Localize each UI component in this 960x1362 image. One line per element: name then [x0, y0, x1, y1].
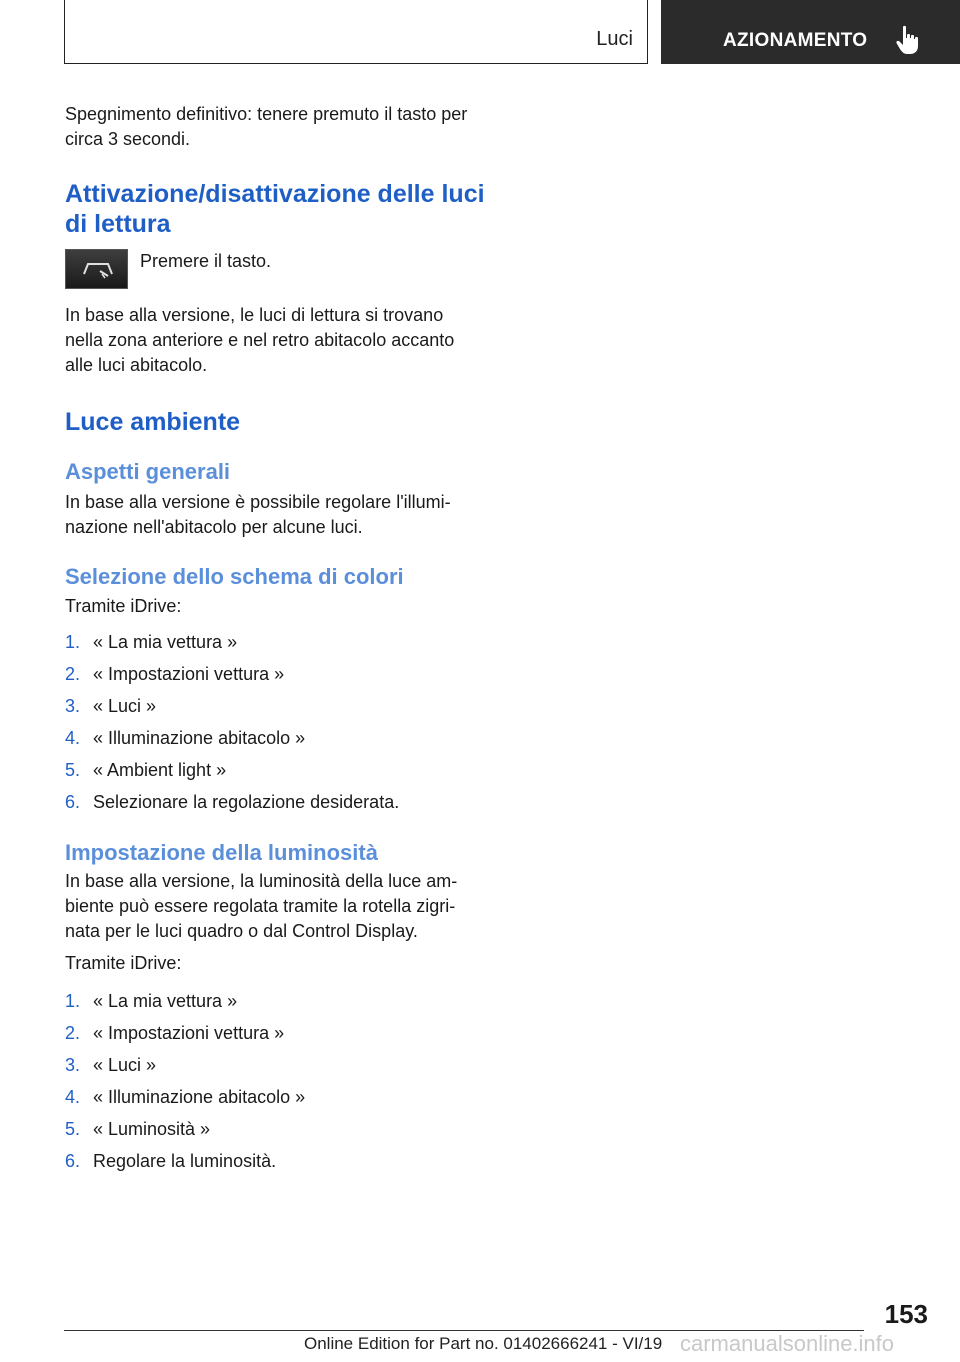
header-section-title: Luci — [596, 28, 633, 50]
list-item: 6. Selezionare la regolazione desiderata. — [65, 792, 400, 812]
list-item: 2. « Impostazioni vettura » — [65, 664, 285, 684]
general-aspects-paragraph: In base alla versione è possibile regolare l'illumi- nazione nell'abitacolo per alcune luci. — [65, 492, 451, 537]
page-number: 153 — [884, 1299, 928, 1329]
list-item: 1. « La mia vettura » — [65, 632, 238, 652]
reading-light-button-icon — [65, 249, 128, 289]
page-content — [65, 102, 485, 1181]
brightness-heading: Impostazione della luminosità — [65, 840, 378, 865]
hand-pointer-icon — [895, 24, 921, 56]
list-item: 3. « Luci » — [65, 696, 157, 716]
color-scheme-heading: Selezione dello schema di colori — [65, 564, 404, 589]
list-item: 5. « Luminosità » — [65, 1119, 211, 1139]
list-item: 5. « Ambient light » — [65, 760, 227, 780]
reading-lights-paragraph: In base alla versione, le luci di lettura si trovano nella zona anteriore e nel retro abitacolo accanto alle luci abitacolo. — [65, 305, 455, 375]
header-chapter-label: AZIONAMENTO — [723, 30, 868, 51]
color-scheme-intro: Tramite iDrive: — [65, 596, 182, 616]
color-scheme-steps — [65, 630, 485, 822]
intro-paragraph: Spegnimento definitivo: tenere premuto il tasto per circa 3 secondi. — [65, 104, 468, 149]
ambient-light-heading: Luce ambiente — [65, 408, 241, 436]
list-item: 3. « Luci » — [65, 1055, 157, 1075]
header-chapter-tab — [661, 0, 960, 64]
footer-watermark: carmanualsonline.info — [680, 1331, 895, 1356]
list-item: 1. « La mia vettura » — [65, 991, 238, 1011]
general-aspects-heading: Aspetti generali — [65, 459, 231, 484]
brightness-steps — [65, 989, 485, 1181]
brightness-paragraph: In base alla versione, la luminosità della luce am- biente può essere regolata tramite la rotella zigri- nata per le luci quadro o dal Control Display. — [65, 871, 458, 941]
reading-lights-heading: Attivazione/disattivazione delle luci di lettura — [65, 180, 485, 238]
list-item: 6. Regolare la luminosità. — [65, 1151, 277, 1171]
reading-light-button-row — [65, 249, 485, 293]
reading-light-button-text: Premere il tasto. — [140, 251, 272, 271]
brightness-intro: Tramite iDrive: — [65, 953, 182, 973]
list-item: 4. « Illuminazione abitacolo » — [65, 1087, 306, 1107]
footer-edition-text: Online Edition for Part no. 01402666241 - VI/19 — [304, 1334, 663, 1353]
list-item: 2. « Impostazioni vettura » — [65, 1023, 285, 1043]
header-section-box — [64, 0, 648, 64]
list-item: 4. « Illuminazione abitacolo » — [65, 728, 306, 748]
